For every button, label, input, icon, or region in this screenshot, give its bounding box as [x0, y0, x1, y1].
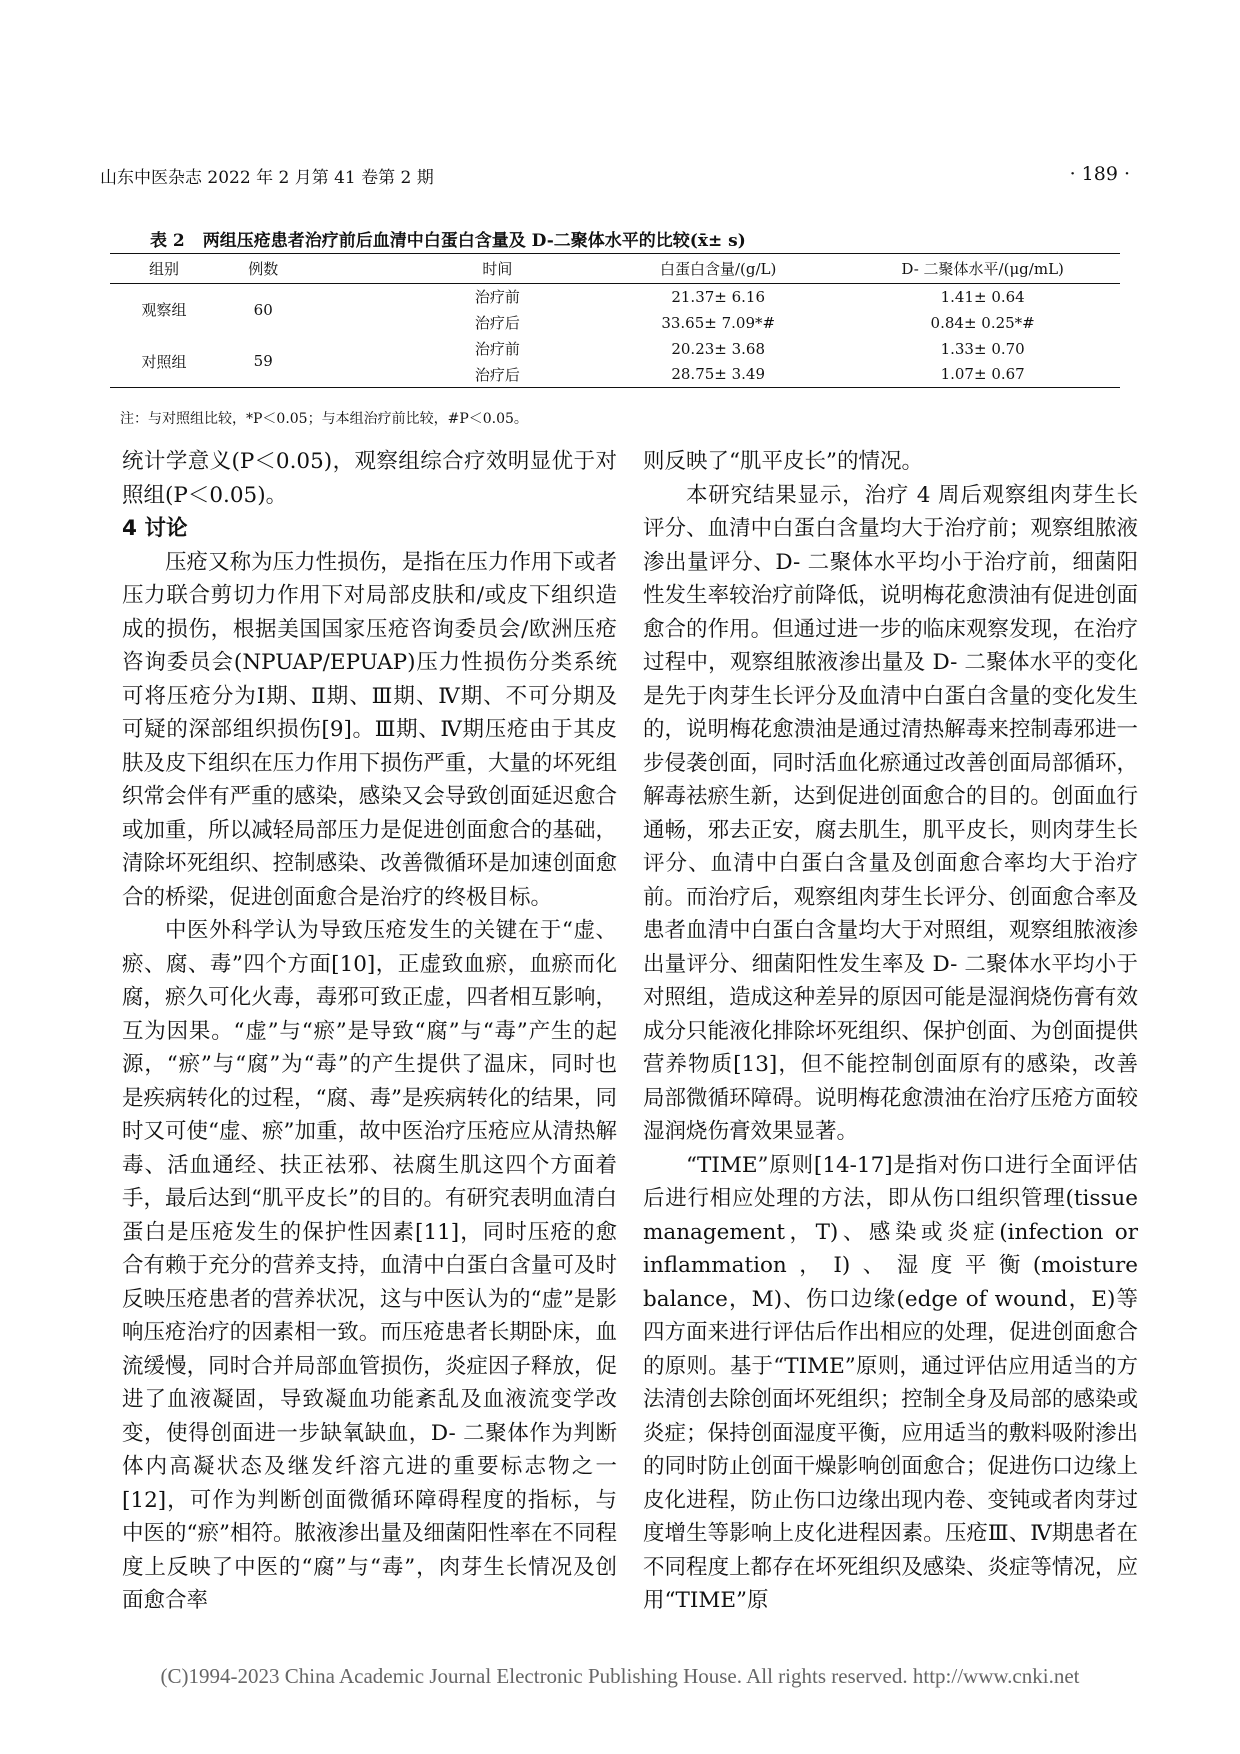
- ddimer-cell: 1.07± 0.67: [845, 362, 1120, 388]
- paragraph: 统计学意义(P＜0.05)，观察组综合疗效明显优于对照组(P＜0.05)。: [122, 449, 617, 508]
- table-caption: [150, 226, 746, 251]
- table-row: [110, 336, 1120, 362]
- table-title: 两组压疮患者治疗前后血清中白蛋白含量及 D-二聚体水平的比较(x̄± s): [202, 231, 746, 251]
- ddimer-cell: 0.84± 0.25*#: [930, 313, 1035, 332]
- albumin-cell: 21.37± 6.16: [671, 287, 766, 306]
- page-number: · 189 ·: [1069, 163, 1130, 185]
- group-name: 对照组: [110, 336, 218, 388]
- ddimer-cell: 1.33± 0.70: [940, 339, 1025, 358]
- time-cell: 治疗前: [474, 288, 520, 307]
- albumin-cell: 20.23± 3.68: [671, 339, 766, 358]
- paragraph: 压疮又称为压力性损伤，是指在压力作用下或者压力联合剪切力作用下对局部皮肤和/或皮下组织造成的损伤，根据美国国家压疮咨询委员会/欧洲压疮咨询委员会(NPUAP/EPUAP)压力性损伤分类系统可将压疮分为Ⅰ期、Ⅱ期、Ⅲ期、Ⅳ期、不可分期及可疑的深部组织损伤[9]。Ⅲ期、Ⅳ期压疮由于其皮肤及皮下组织在压力作用下损伤严重，大量的坏死组织常会伴有严重的感染，感染又会导致创面延迟愈合或加重，所以减轻局部压力是促进创面愈合的基础，清除坏死组织、控制感染、改善微循环是加速创面愈合的桥梁，促进创面愈合是治疗的终极目标。: [122, 549, 617, 910]
- table-header-row: [110, 254, 1120, 284]
- section-heading: 4 讨论: [122, 516, 188, 541]
- table-note: 注：与对照组比较，*P＜0.05；与本组治疗前比较，#P＜0.05。: [120, 411, 528, 427]
- albumin-cell: 28.75± 3.49: [591, 362, 845, 388]
- column-header-albumin: 白蛋白含量/(g/L): [591, 254, 845, 284]
- column-header-time: 时间: [309, 254, 592, 284]
- group-count: 59: [218, 336, 309, 388]
- albumin-cell: 33.65± 7.09*#: [661, 313, 776, 332]
- right-column: [643, 445, 1138, 1618]
- paragraph: “TIME”原则[14-17]是指对伤口进行全面评估后进行相应处理的方法，即从伤口组织管理(tissue management，T)、感染或炎症(infection or inflammation，I)、湿度平衡(moisture balance，M)、伤口边缘(edge of wound，E)等四方面来进行评估后作出相应的处理，促进创面愈合的原则。基于“TIME”原则，通过评估应用适当的方法清创去除创面坏死组织；控制全身及局部的感染或炎症；保持创面湿度平衡，应用适当的敷料吸附渗出的同时防止创面干燥影响创面愈合；促进伤口边缘上皮化进程，防止伤口边缘出现内卷、变钝或者肉芽过度增生等影响上皮化进程因素。压疮Ⅲ、Ⅳ期患者在不同程度上都存在坏死组织及感染、炎症等情况，应用“TIME”原: [643, 1152, 1138, 1613]
- ddimer-cell: 1.41± 0.64: [940, 287, 1025, 306]
- left-column: [122, 445, 617, 1618]
- group-count: 60: [253, 300, 273, 319]
- paragraph: 则反映了“肌平皮长”的情况。: [643, 449, 923, 474]
- journal-info: 山东中医杂志 2022 年 2 月第 41 卷第 2 期: [100, 168, 434, 188]
- data-table: [110, 253, 1120, 388]
- paragraph: 中医外科学认为导致压疮发生的关键在于“虚、瘀、腐、毒”四个方面[10]，正虚致血瘀，血瘀而化腐，瘀久可化火毒，毒邪可致正虚，四者相互影响，互为因果。“虚”与“瘀”是导致“腐”与“毒”产生的起源，“瘀”与“腐”为“毒”的产生提供了温床，同时也是疾病转化的过程，“腐、毒”是疾病转化的结果，同时又可使“虚、瘀”加重，故中医治疗压疮应从清热解毒、活血通经、扶正祛邪、祛腐生肌这四个方面着手，最后达到“肌平皮长”的目的。有研究表明血清白蛋白是压疮发生的保护性因素[11]，同时压疮的愈合有赖于充分的营养支持，血清中白蛋白含量可及时反映压疮患者的营养状况，这与中医认为的“虚”是影响压疮治疗的因素相一致。而压疮患者长期卧床，血流缓慢，同时合并局部血管损伤，炎症因子释放，促进了血液凝固，导致凝血功能紊乱及血液流变学改变，使得创面进一步缺氧缺血，D- 二聚体作为判断体内高凝状态及继发纤溶亢进的重要标志物之一[12]，可作为判断创面微循环障碍程度的指标，与中医的“瘀”相符。脓液渗出量及细菌阳性率在不同程度上反映了中医的“腐”与“毒”，肉芽生长情况及创面愈合率: [122, 918, 617, 1613]
- column-header-group: 组别: [110, 254, 218, 284]
- time-cell: 治疗后: [474, 314, 520, 332]
- group-name: 观察组: [141, 301, 187, 320]
- running-header: [100, 163, 1130, 188]
- time-cell: 治疗前: [474, 340, 520, 358]
- time-cell: 治疗后: [309, 362, 592, 388]
- paragraph: 本研究结果显示，治疗 4 周后观察组肉芽生长评分、血清中白蛋白含量均大于治疗前；观察组脓液渗出量评分、D- 二聚体水平均小于治疗前，细菌阳性发生率较治疗前降低，说明梅花愈溃油有促进创面愈合的作用。但通过进一步的临床观察发现，在治疗过程中，观察组脓液渗出量及 D- 二聚体水平的变化是先于肉芽生长评分及血清中白蛋白含量的变化发生的，说明梅花愈溃油是通过清热解毒来控制毒邪进一步侵袭创面，同时活血化瘀通过改善创面局部循环，解毒祛瘀生新，达到促进创面愈合的目的。创面血行通畅，邪去正安，腐去肌生，肌平皮长，则肉芽生长评分、血清中白蛋白含量及创面愈合率均大于治疗前。而治疗后，观察组肉芽生长评分、创面愈合率及患者血清中白蛋白含量均大于对照组，观察组脓液渗出量评分、细菌阳性发生率及 D- 二聚体水平均小于对照组，造成这种差异的原因可能是湿润烧伤膏有效成分只能液化排除坏死组织、保护创面、为创面提供营养物质[13]，但不能控制创面原有的感染，改善局部微循环障碍。说明梅花愈溃油在治疗压疮方面较湿润烧伤膏效果显著。: [643, 482, 1138, 1144]
- table-number: 表 2: [150, 231, 185, 251]
- table-row: [110, 284, 1120, 310]
- column-header-count: 例数: [218, 254, 309, 284]
- column-header-ddimer: D- 二聚体水平/(μg/mL): [845, 254, 1120, 284]
- copyright-footer: (C)1994-2023 China Academic Journal Electronic Publishing House. All rights reserved. http://www.cnki.net: [160, 1664, 1080, 1688]
